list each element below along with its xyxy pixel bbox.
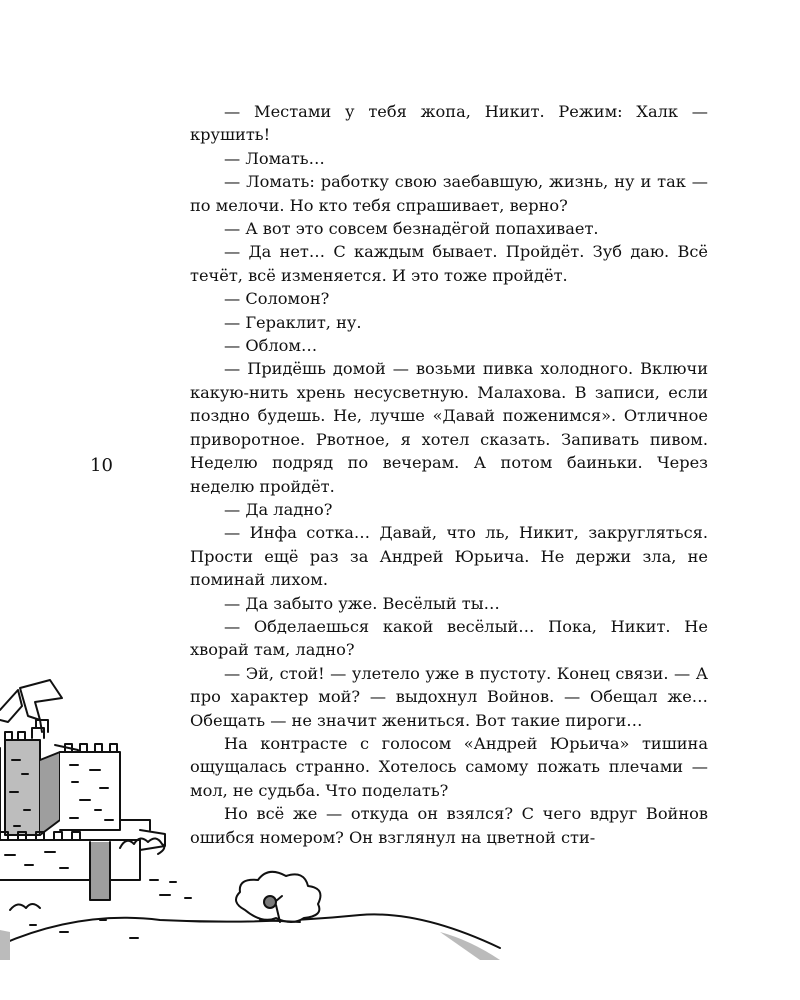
paragraph: — Ломать: работку свою заебавшую, жизнь, ну и так — по мелочи. Но кто тебя спрашивает, верно?	[190, 172, 708, 215]
paragraph: — Придёшь домой — возьми пивка холодного. Включи какую-нить хрень несусветную. Малахова. В записи, если поздно будешь. Не, лучше «Давай поженимся». Отличное приворотное. Рвотное, я хотел сказать. Запивать пивом. Неделю подряд по вечерам. А потом баиньки. Через неделю пройдёт.	[190, 359, 708, 496]
paragraph: — Облом…	[224, 336, 318, 356]
paragraph: — Гераклит, ну.	[224, 312, 362, 332]
paragraph: На контрасте с голосом «Андрей Юрьича» тишина ощущалась странно. Хотелось самому пожать плечами — мол, не судьба. Что поделать?	[190, 733, 708, 800]
paragraph: Но всё же — откуда он взялся? С чего вдруг Войнов ошибся номером? Он взглянул на цветной сти-	[190, 804, 708, 847]
paragraph: — Да ладно?	[224, 499, 333, 519]
paragraph: — Инфа сотка… Давай, что ль, Никит, закругляться. Прости ещё раз за Андрей Юрьича. Не держи зла, не поминай лихом.	[190, 523, 708, 590]
paragraph: — Да забыто уже. Весёлый ты…	[224, 593, 500, 613]
page-number: 10	[90, 455, 113, 476]
paragraph: — Обделаешься какой весёлый… Пока, Никит. Не хворай там, ладно?	[190, 616, 708, 660]
paragraph: — Ломать…	[224, 148, 325, 168]
paragraph: — Соломон?	[224, 289, 330, 309]
paragraph: — Эй, стой! — улетело уже в пустоту. Конец связи. — А про характер мой? — выдохнул Войнов. — Обещал же… Обещать — не значит жениться. Вот такие пироги…	[190, 663, 708, 730]
castle-illustration	[0, 670, 510, 970]
paragraph: — А вот это совсем безнадёгой попахивает.	[224, 219, 599, 239]
paragraph: — Да нет… С каждым бывает. Пройдёт. Зуб даю. Всё течёт, всё изменяется. И это тоже пройдёт.	[190, 242, 708, 285]
paragraph: — Местами у тебя жопа, Никит. Режим: Халк — крушить!	[190, 102, 708, 145]
